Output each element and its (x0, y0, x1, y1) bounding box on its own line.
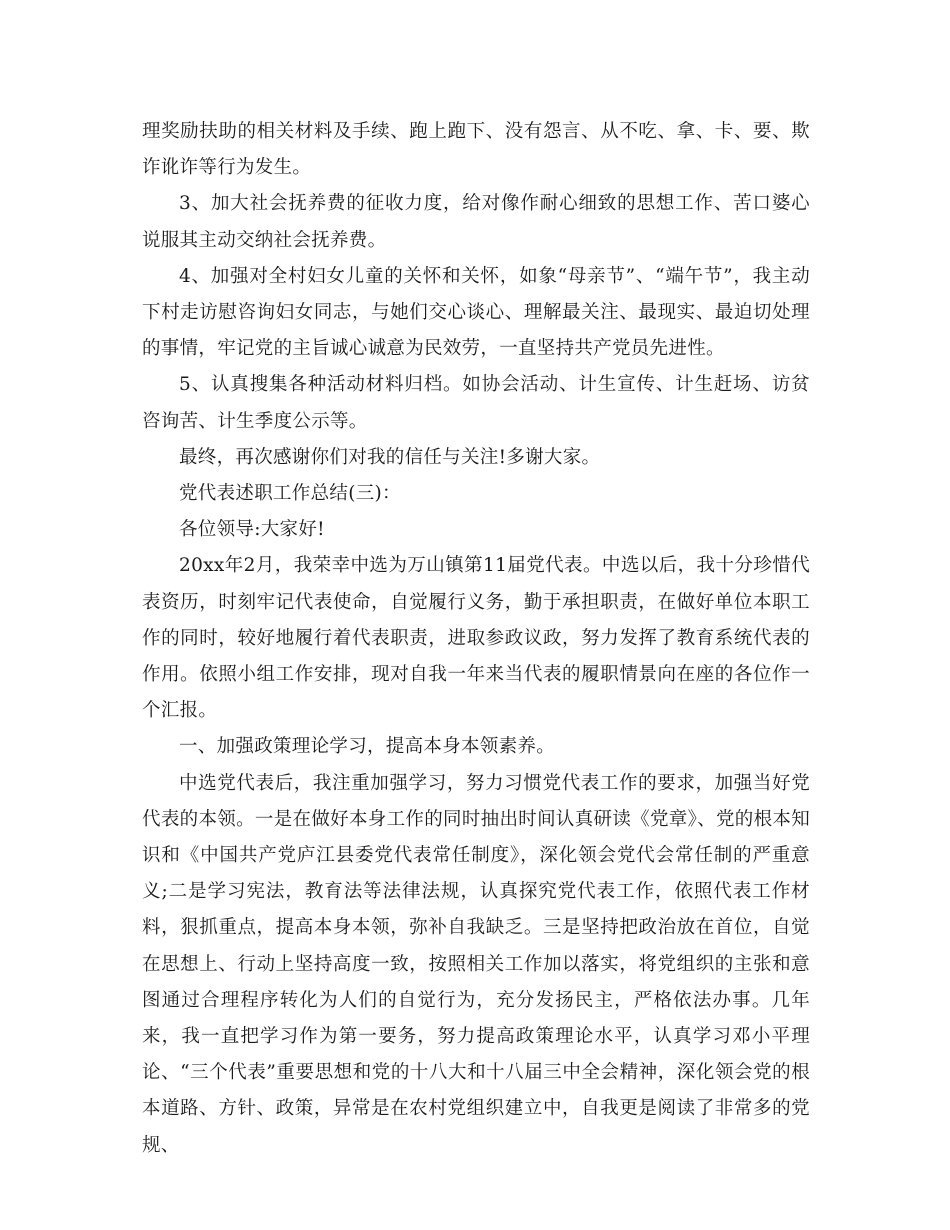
paragraph-10: 中选党代表后，我注重加强学习，努力习惯党代表工作的要求，加强当好党代表的本领。一是在做好本身工作的同时抽出时间认真研读《党章》、党的根本知识和《中国共产党庐江县委党代表常任制度》，深化领会党代会常任制的严重意义;二是学习宪法，教育法等法律法规，认真探究党代表工作，依照代表工作材料，狠抓重点，提高本身本领，弥补自我缺乏。三是坚持把政治放在首位，自觉在思想上、行动上坚持高度一致，按照相关工作加以落实，将党组织的主张和意图通过合理程序转化为人们的自觉行为，充分发扬民主，严格依法办事。几年来，我一直把学习作为第一要务，努力提高政策理论水平，认真学习邓小平理论、“三个代表”重要思想和党的十八大和十八届三中全会精神，深化领会党的根本道路、方针、政策，异常是在农村党组织建立中，自我更是阅读了非常多的党规、 (142, 772, 810, 1156)
paragraph-4: 5、认真搜集各种活动材料归档。如协会活动、计生宣传、计生赶场、访贫咨询苦、计生季度公示等。 (142, 374, 810, 432)
paragraph-8: 20xx年2月，我荣幸中选为万山镇第11届党代表。中选以后，我十分珍惜代表资历，时刻牢记代表使命，自觉履行义务，勤于承担职责，在做好单位本职工作的同时，较好地履行着代表职责，进取参政议政，努力发挥了教育系统代表的作用。依照小组工作安排，现对自我一年来当代表的履职情景向在座的各位作一个汇报。 (142, 555, 810, 722)
paragraph-3: 4、加强对全村妇女儿童的关怀和关怀，如象“母亲节”、“端午节”，我主动下村走访慰咨询妇女同志，与她们交心谈心、理解最关注、最现实、最迫切处理的事情，牢记党的主旨诚心诚意为民效劳，一直坚持共产党员先进性。 (142, 265, 810, 360)
section-heading: 党代表述职工作总结(三)： (179, 483, 401, 505)
paragraph-5: 最终，再次感谢你们对我的信任与关注!多谢大家。 (179, 446, 601, 468)
paragraph-2: 3、加大社会抚养费的征收力度，给对像作耐心细致的思想工作、苦口婆心说服其主动交纳社会抚养费。 (142, 193, 810, 251)
paragraph-1: 理奖励扶助的相关材料及手续、跑上跑下、没有怨言、从不吃、拿、卡、要、欺诈讹诈等行为发生。 (142, 121, 810, 179)
subheading: 一、加强政策理论学习，提高本身本领素养。 (179, 736, 556, 758)
salutation: 各位领导:大家好! (179, 519, 325, 541)
document-body (142, 114, 810, 1164)
